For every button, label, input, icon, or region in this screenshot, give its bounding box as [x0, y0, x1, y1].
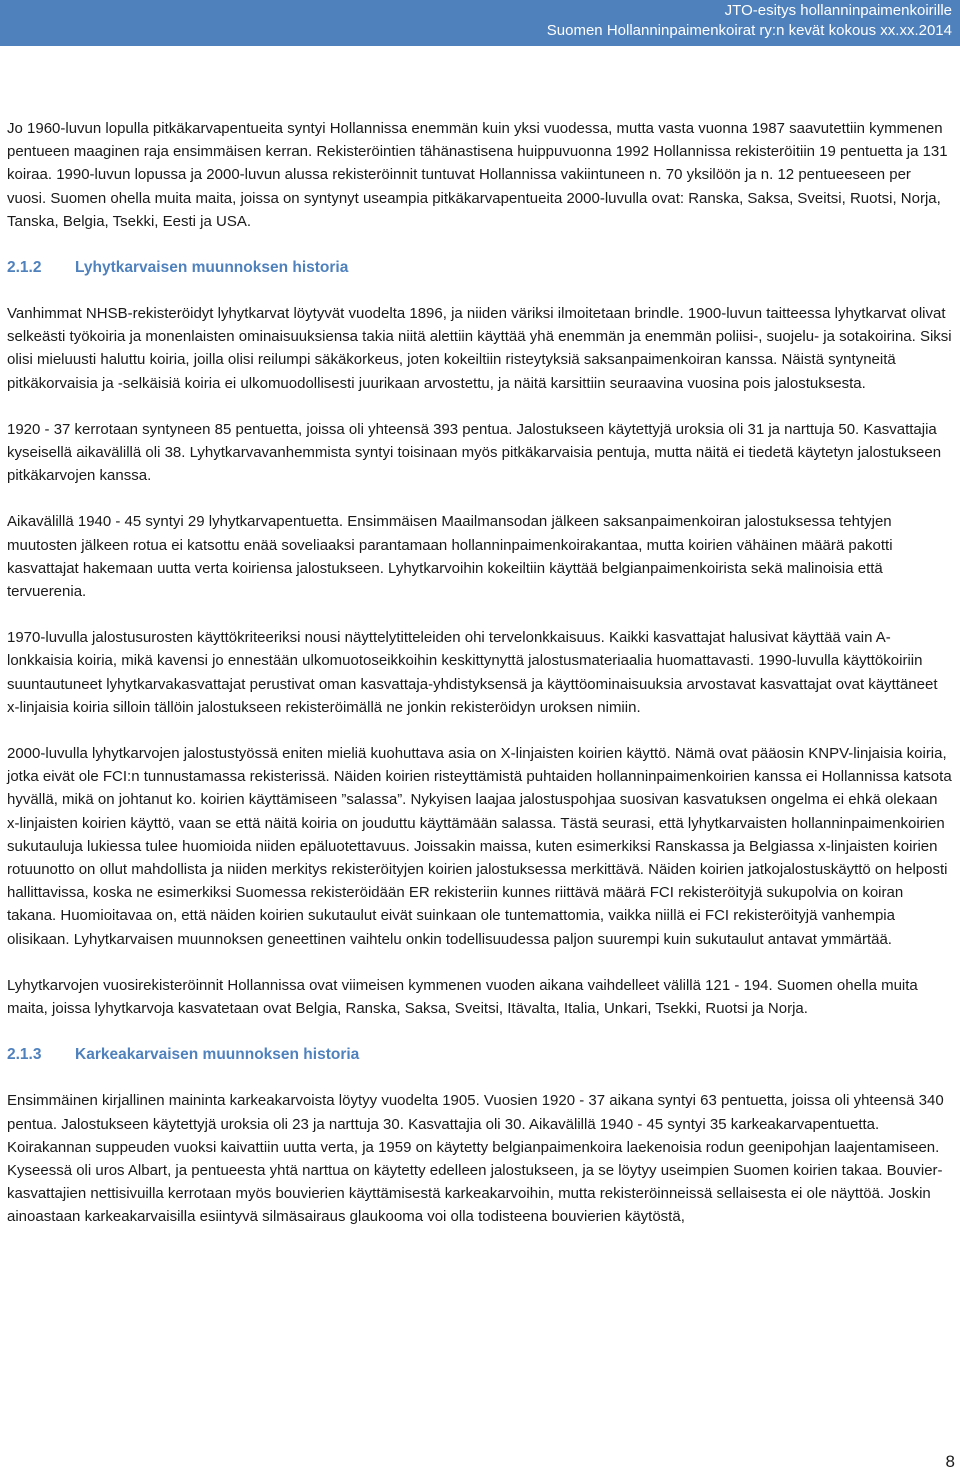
paragraph: 1970-luvulla jalostusurosten käyttökriteeriksi nousi näyttelytitteleiden ohi tervelonkkaisuus. Kaikki kasvattajat halusivat käyttää vain A-lonkkaisia koiria, mikä kavensi jo ennestään ulkomuotoseikkoihin keskittynyttä jalostusmateriaalia huomattavasti. 1990-luvulla käyttökoiriin suuntautuneet lyhytkarvakasvattajat perustivat oman kasvattaja-yhdistyksensä ja käyttöominaisuuksia arvostavat kasvattajat ovat käyttäneet x-linjaisia koiria silloin tällöin jalostukseen rekisteröimällä ne jonkin rekisteröidyn uroksen nimiin. [7, 629, 938, 716]
paragraph: 2000-luvulla lyhytkarvojen jalostustyössä eniten mieliä kuohuttava asia on X-linjaisten koirien käyttö. Nämä ovat pääosin KNPV-linjaisia koiria, jotka eivät ole FCI:n tunnustamassa rekisterissä. Näiden koirien risteyttämistä puhtaiden hollanninpaimenkoirien kanssa ei Hollannissa katsota hyvällä, mikä on johtanut ko. koirien käyttämiseen ”salassa”. Nykyisen laajaa jalostuspohjaa suosivan kasvatuksen ongelma ei ehkä olekaan x-linjaisten koirien käyttö, vaan se että näitä koiria on jouduttu käyttämään salassa. Tästä seurasi, että lyhytkarvaisten hollanninpaimenkoirien sukutauluja lukiessa tulee huomioida niiden epäluotettavuus. Joissakin maissa, kuten esimerkiksi Ranskassa ja Belgiassa x-linjaisten koirien rotuunotto on ollut mahdollista ja niiden merkitys rekisteröityjen koirien jalostuksessa merkittävä. Näiden koirien jatkojalostuskäyttö on helposti hallittavissa, koska ne esimerkiksi Suomessa rekisteröidään ER rekisteriin kunnes riittävä määrä FCI rekisteröityjä sukupolvia on koiran takana. Huomioitavaa on, että näiden koirien sukutaulut eivät suinkaan ole tuntemattomia, vaikka niillä ei FCI rekisteröityjä vanhempia olisikaan. Lyhytkarvaisen muunnoksen geneettinen vaihtelu onkin todellisuudessa paljon suurempi kuin sukutaulut antavat ymmärtää. [7, 745, 952, 948]
paragraph: Lyhytkarvojen vuosirekisteröinnit Hollannissa ovat viimeisen kymmenen vuoden aikana vaihdelleet välillä 121 - 194. Suomen ohella muita maita, joissa lyhytkarvoja kasvatetaan ovat Belgia, Ranska, Saksa, Sveitsi, Itävalta, Italia, Unkari, Tsekki, Ruotsi ja Norja. [7, 976, 918, 1018]
section-number: 2.1.2 [7, 259, 42, 277]
paragraph: Jo 1960-luvun lopulla pitkäkarvapentueita syntyi Hollannissa enemmän kuin yksi vuodessa, mutta vasta vuonna 1987 saavutettiin kymmenen pentueen maaginen raja ensimmäisen kerran. Rekisteröintien tähänastisena huippuvuonna 1992 Hollannissa rekisteröitiin 19 pentuetta ja 131 koiraa. 1990-luvun lopussa ja 2000-luvun alussa rekisteröinnit tuntuvat Hollannissa vakiintuneen n. 70 yksilöön ja n. 12 pentueeseen per vuosi. Suomen ohella muita maita, joissa on syntynyt useampia pitkäkarvapentueita 2000-luvulla ovat: Ranska, Saksa, Sveitsi, Ruotsi, Norja, Tanska, Belgia, Tsekki, Eesti ja USA. [7, 120, 948, 230]
section-number: 2.1.3 [7, 1046, 42, 1064]
section-heading [7, 1043, 953, 1066]
paragraph: 1920 - 37 kerrotaan syntyneen 85 pentuetta, joissa oli yhteensä 393 pentua. Jalostukseen käytettyjä uroksia oli 31 ja narttuja 50. Kasvattajia kyseisellä aikavälillä oli 38. Lyhytkarvavanhemmista syntyi toisinaan myös pitkäkarvaisia pentuja, mutta näitä ei tiedetä käytetyn jalostukseen pitkäkarvojen kanssa. [7, 420, 942, 485]
section-title: Karkeakarvaisen muunnoksen historia [75, 1046, 360, 1064]
section-title: Lyhytkarvaisen muunnoksen historia [75, 259, 349, 277]
document-subtitle: Suomen Hollanninpaimenkoirat ry:n kevät kokous xx.xx.2014 [546, 22, 952, 39]
document-body [7, 117, 953, 1252]
page-header [0, 0, 960, 46]
paragraph: Aikavälillä 1940 - 45 syntyi 29 lyhytkarvapentuetta. Ensimmäisen Maailmansodan jälkeen saksanpaimenkoiran jalostuksessa tehtyjen muutosten jälkeen rotua ei katsottu enää soveliaaksi parantamaan hollanninpaimenkoirakantaa, mutta koirien vähäinen määrä pakotti kasvattajat hakemaan uutta verta koiriensa jalostukseen. Lyhytkarvoihin kokeiltiin käyttää belgianpaimenkoirista sekä malinoisia että tervuerenia. [7, 513, 893, 601]
page-number: 8 [945, 1452, 955, 1471]
section-heading [7, 256, 953, 279]
paragraph: Ensimmäinen kirjallinen maininta karkeakarvoista löytyy vuodelta 1905. Vuosien 1920 - 37 aikana syntyi 63 pentuetta, joissa oli yhteensä 340 pentua. Jalostukseen käytettyjä uroksia oli 23 ja narttuja 30. Kasvattajia oli 30. Aikavälillä 1940 - 45 syntyi 35 karkeakarvapentuetta. Koirakannan suppeuden vuoksi kaivattiin uutta verta, ja 1959 on käytetty belgianpaimenkoira laekenoisia rodun geenipohjan laajentamiseen. Kyseessä oli uros Albart, ja pentueesta yhtä narttua on käytetty edelleen jalostukseen, ja se löytyy useimpien Suomen koirien takaa. Bouvier-kasvattajien nettisivuilla kerrotaan myös bouvierien käyttämisestä karkeakarvoihin, mutta rekisteröinneissä sellaisesta ei ole näyttöä. Joskin ainoastaan karkeakarvaisilla esiintyvä silmäsairaus glaukooma voi olla todisteena bouvierien käytöstä, [7, 1092, 944, 1226]
document-title: JTO-esitys hollanninpaimenkoirille [724, 2, 952, 19]
paragraph: Vanhimmat NHSB-rekisteröidyt lyhytkarvat löytyvät vuodelta 1896, ja niiden väriksi ilmoitetaan brindle. 1900-luvun taitteessa lyhytkarvat olivat selkeästi työkoiria ja monenlaisten ominaisuuksiensa takia niitä alettiin käyttää yhä enemmän ja enemmän poliisi-, suojelu- ja sotakoirina. Siksi olisi mieluusti haluttu koiria, joilla olisi reilumpi säkäkorkeus, joten kokeiltiin risteytyksiä saksanpaimenkoiran kanssa. Näistä syntyneitä pitkäkorvaisia ja -selkäisiä koiria ei ulkomuodollisesti juurikaan arvostettu, ja näitä karsittiin seuraavina vuosina pois jalostuksesta. [7, 305, 952, 392]
